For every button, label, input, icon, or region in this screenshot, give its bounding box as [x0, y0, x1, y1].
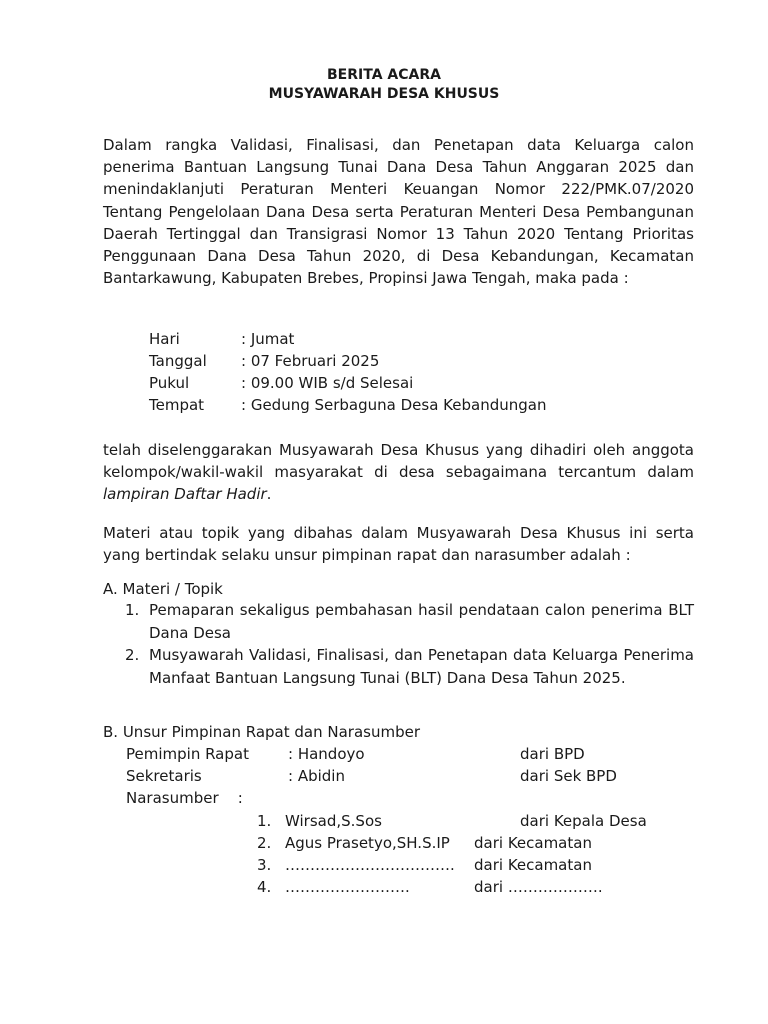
materi-intro-paragraph: Materi atau topik yang dibahas dalam Musyawarah Desa Khusus ini serta yang bertindak selaku unsur pimpinan rapat dan narasumber adalah :	[103, 524, 694, 565]
held-end: .	[266, 485, 272, 504]
topic-number: 1.	[125, 601, 140, 619]
speaker-origin: dari Kecamatan	[474, 856, 592, 874]
schedule-day-value: : Jumat	[241, 330, 295, 348]
schedule-place-value: : Gedung Serbaguna Desa Kebandungan	[241, 396, 547, 414]
section-a-heading: A. Materi / Topik	[103, 580, 223, 598]
schedule-time-value: : 09.00 WIB s/d Selesai	[241, 374, 414, 392]
leader-origin: dari BPD	[520, 745, 585, 763]
leader-label: Pemimpin Rapat	[126, 745, 249, 763]
held-paragraph	[103, 439, 694, 506]
speaker-name: …………………….	[285, 878, 410, 896]
speaker-number: 4.	[257, 878, 272, 896]
speaker-origin: dari Kecamatan	[474, 834, 592, 852]
schedule-time-label: Pukul	[149, 374, 190, 392]
schedule-day-label: Hari	[149, 330, 180, 348]
topic-number: 2.	[125, 646, 140, 664]
held-text: telah diselenggarakan Musyawarah Desa Khusus yang dihadiri oleh anggota kelompok/wakil-wakil masyarakat di desa sebagaimana tercantum dalam	[103, 441, 694, 482]
speaker-name: Agus Prasetyo,SH.S.IP	[285, 834, 450, 852]
document-subtitle: MUSYAWARAH DESA KHUSUS	[268, 86, 500, 102]
section-b-heading: B. Unsur Pimpinan Rapat dan Narasumber	[103, 723, 420, 741]
secretary-label: Sekretaris	[126, 767, 202, 785]
speaker-number: 3.	[257, 856, 272, 874]
schedule-date-label: Tanggal	[149, 352, 207, 370]
speaker-name: Wirsad,S.Sos	[285, 812, 382, 830]
schedule-date-value: : 07 Februari 2025	[241, 352, 380, 370]
document-title: BERITA ACARA	[327, 67, 441, 83]
schedule-place-label: Tempat	[149, 396, 205, 414]
secretary-origin: dari Sek BPD	[520, 767, 617, 785]
speaker-label: Narasumber :	[126, 789, 243, 807]
speaker-name: …………………………….	[285, 856, 455, 874]
topic-item: Pemaparan sekaligus pembahasan hasil pendataan calon penerima BLT Dana Desa	[149, 601, 694, 642]
topic-item: Musyawarah Validasi, Finalisasi, dan Penetapan data Keluarga Penerima Manfaat Bantuan Langsung Tunai (BLT) Dana Desa Tahun 2025.	[149, 646, 694, 687]
leader-name: : Handoyo	[288, 745, 365, 763]
speaker-origin: dari ……………….	[474, 878, 603, 896]
intro-paragraph: Dalam rangka Validasi, Finalisasi, dan Penetapan data Keluarga calon penerima Bantuan Langsung Tunai Dana Desa Tahun Anggaran 2025 dan menindaklanjuti Peraturan Menteri Keuangan Nomor 222/PMK.07/2020 Tentang Pengelolaan Dana Desa serta Peraturan Menteri Desa Pembangunan Daerah Tertinggal dan Transigrasi Nomor 13 Tahun 2020 Tentang Prioritas Penggunaan Dana Desa Tahun 2020, di Desa Kebandungan, Kecamatan Bantarkawung, Kabupaten Brebes, Propinsi Jawa Tengah, maka pada :	[103, 136, 694, 288]
speaker-origin: dari Kepala Desa	[520, 812, 647, 830]
speaker-number: 2.	[257, 834, 272, 852]
secretary-name: : Abidin	[288, 767, 345, 785]
attendance-reference: lampiran Daftar Hadir	[103, 485, 267, 504]
speaker-number: 1.	[257, 812, 272, 830]
